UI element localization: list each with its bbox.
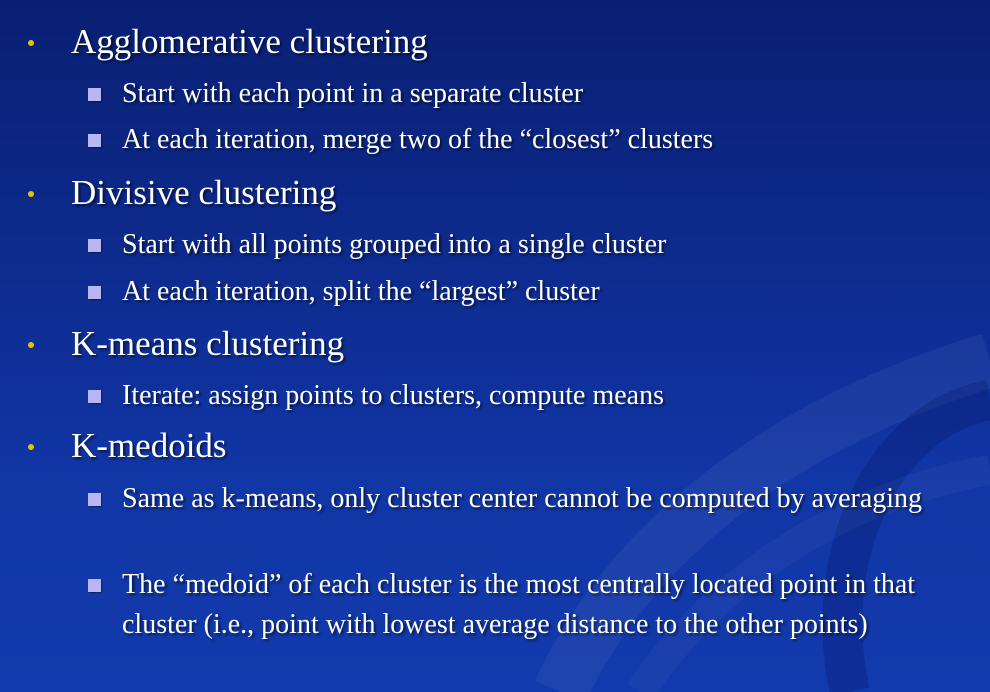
square-bullet-icon bbox=[88, 88, 101, 101]
sub-bullet-text: Start with each point in a separate cluster bbox=[122, 78, 584, 109]
bullet-heading: K-medoids bbox=[71, 426, 227, 465]
sub-bullet-text: Start with all points grouped into a single cluster bbox=[122, 229, 667, 260]
bullet-heading: K-means clustering bbox=[71, 324, 345, 363]
bullet-dot-icon bbox=[28, 191, 34, 197]
sub-bullet-text: The “medoid” of each cluster is the most centrally located point in that cluster (i.e., point with lowest average distance to the other points) bbox=[122, 569, 916, 640]
sub-bullet-text: At each iteration, split the “largest” cluster bbox=[122, 276, 600, 307]
square-bullet-icon bbox=[88, 493, 101, 506]
square-bullet-icon bbox=[88, 579, 101, 592]
bullet-dot-icon bbox=[28, 342, 34, 348]
bullet-dot-icon bbox=[28, 40, 34, 46]
square-bullet-icon bbox=[88, 390, 101, 403]
square-bullet-icon bbox=[88, 134, 101, 147]
sub-bullet-text: At each iteration, merge two of the “closest” clusters bbox=[122, 124, 714, 155]
bullet-dot-icon bbox=[28, 444, 34, 450]
bullet-heading: Divisive clustering bbox=[71, 173, 337, 212]
square-bullet-icon bbox=[88, 286, 101, 299]
square-bullet-icon bbox=[88, 239, 101, 252]
sub-bullet-text: Iterate: assign points to clusters, compute means bbox=[122, 380, 664, 411]
bullet-heading: Agglomerative clustering bbox=[71, 22, 428, 61]
sub-bullet-text: Same as k-means, only cluster center cannot be computed by averaging bbox=[122, 483, 923, 514]
